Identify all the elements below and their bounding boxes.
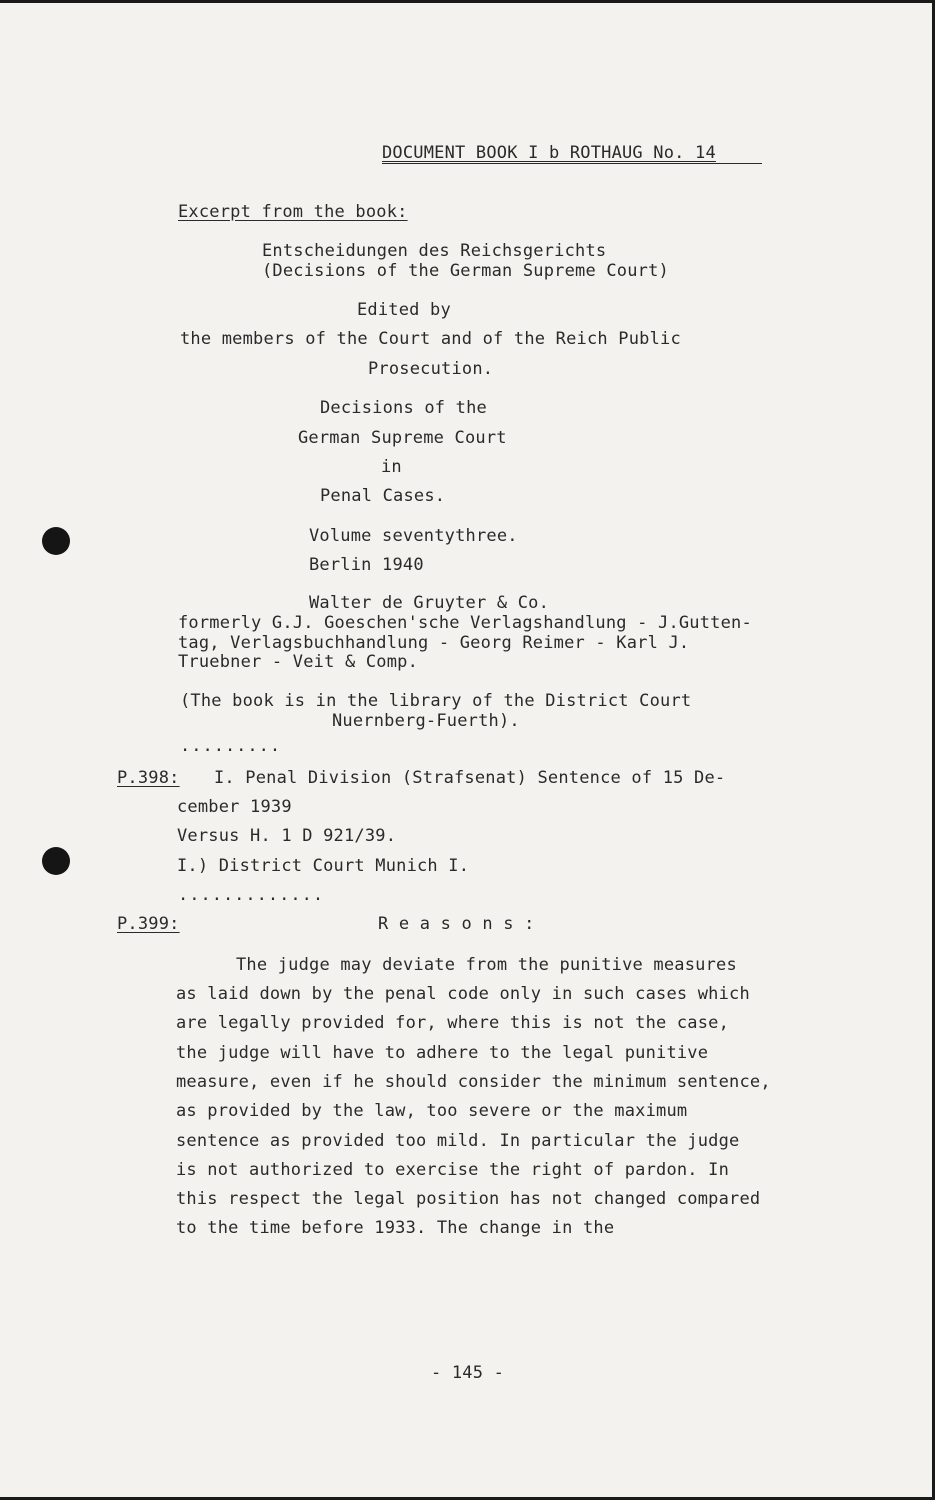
reference-double-underline	[382, 163, 762, 164]
editors-line-1: the members of the Court and of the Reich Public	[180, 329, 681, 349]
p398-line-2: cember 1939	[177, 797, 292, 817]
ellipsis-separator-1: .........	[180, 736, 282, 756]
library-line-2: Nuernberg-Fuerth).	[332, 711, 520, 731]
german-title: Entscheidungen des Reichsgerichts	[262, 241, 607, 261]
publisher-line-3: tag, Verlagsbuchhandlung - Georg Reimer - Karl J.	[178, 633, 690, 653]
decisions-line-2: German Supreme Court	[298, 428, 507, 448]
publisher-line-4: Truebner - Veit & Comp.	[178, 652, 419, 672]
body-line-8: is not authorized to exercise the right of pardon. In	[176, 1160, 730, 1180]
p398-line-1: I. Penal Division (Strafsenat) Sentence of 15 De-	[214, 768, 726, 788]
punch-hole-lower	[42, 847, 70, 875]
document-reference: DOCUMENT BOOK I b ROTHAUG No. 14	[382, 143, 716, 163]
publisher-line-1: Walter de Gruyter & Co.	[309, 593, 550, 613]
library-line-1: (The book is in the library of the District Court	[180, 691, 692, 711]
ellipsis-separator-2: .............	[178, 885, 325, 905]
body-line-2: as laid down by the penal code only in such cases which	[176, 984, 750, 1004]
body-line-5: measure, even if he should consider the minimum sentence,	[176, 1072, 771, 1092]
body-line-4: the judge will have to adhere to the legal punitive	[176, 1043, 709, 1063]
decisions-line-1: Decisions of the	[320, 398, 487, 418]
body-line-9: this respect the legal position has not changed compared	[176, 1189, 761, 1209]
publisher-line-2: formerly G.J. Goeschen'sche Verlagshandlung - J.Gutten-	[178, 613, 752, 633]
decisions-line-3: in	[381, 457, 402, 477]
p398-line-4: I.) District Court Munich I.	[177, 856, 470, 876]
edited-by: Edited by	[357, 300, 451, 320]
decisions-line-4: Penal Cases.	[320, 486, 446, 506]
body-line-10: to the time before 1933. The change in the	[176, 1218, 615, 1238]
page-number: - 145 -	[430, 1363, 505, 1383]
excerpt-label: Excerpt from the book:	[178, 202, 408, 222]
p398-line-3: Versus H. 1 D 921/39.	[177, 826, 397, 846]
body-line-7: sentence as provided too mild. In particular the judge	[176, 1131, 740, 1151]
body-line-3: are legally provided for, where this is not the case,	[176, 1013, 730, 1033]
body-line-1: The judge may deviate from the punitive measures	[236, 955, 737, 975]
place-year: Berlin 1940	[309, 555, 424, 575]
reasons-heading: R e a s o n s :	[378, 914, 535, 934]
page-ref-398: P.398:	[117, 768, 180, 788]
scan-top-edge	[0, 0, 935, 3]
english-title: (Decisions of the German Supreme Court)	[262, 261, 669, 281]
page-ref-399: P.399:	[117, 914, 180, 934]
editors-line-2: Prosecution.	[368, 359, 494, 379]
body-line-6: as provided by the law, too severe or the maximum	[176, 1101, 688, 1121]
punch-hole-upper	[42, 527, 70, 555]
volume-line: Volume seventythree.	[309, 526, 518, 546]
